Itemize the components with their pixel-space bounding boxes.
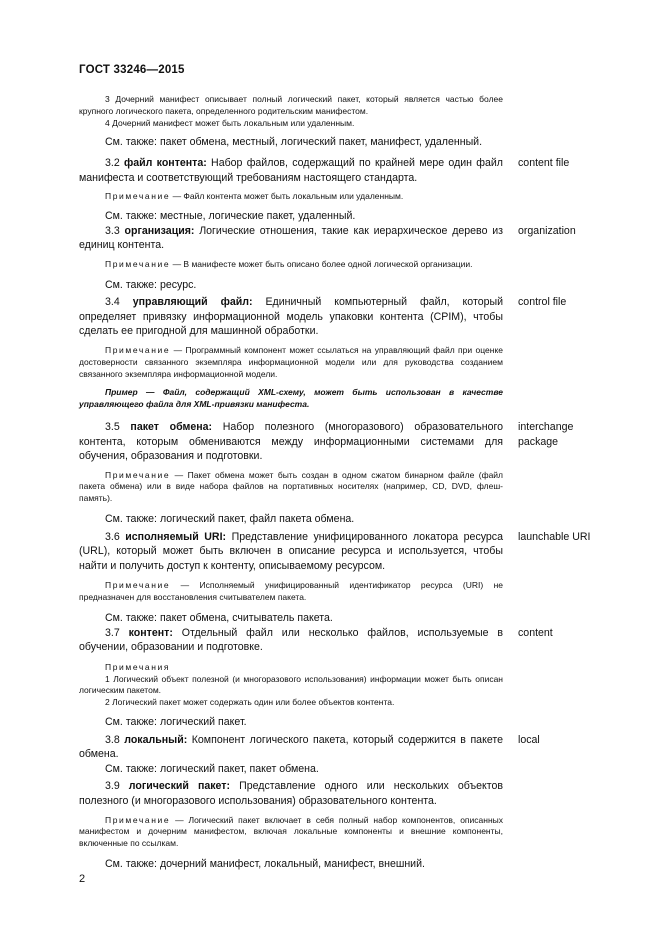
term-entry-3-2: 3.2 файл контента: Набор файлов, содержащий по крайней мере один файл манифеста и соответствующий требованиям настоящего стандарта. content file bbox=[79, 156, 503, 185]
note: Примечание — В манифесте может быть описано более одной логической организации. bbox=[105, 258, 473, 269]
see-also: См. также: логический пакет, пакет обмена. bbox=[105, 762, 319, 775]
english-term: content bbox=[518, 626, 553, 639]
note: Примечание — Файл контента может быть локальным или удаленным. bbox=[105, 191, 404, 202]
note-item: 3 Дочерний манифест описывает полный логический пакет, который является частью более крупного логического пакета, определенного родительским манифестом. bbox=[79, 94, 503, 116]
see-also: См. также: логический пакет. bbox=[105, 716, 247, 729]
note: Примечание — Исполняемый унифицированный идентификатор ресурса (URI) не предназначен для восстановления считывателем пакета. bbox=[79, 580, 503, 603]
term-name: локальный: bbox=[124, 733, 188, 746]
english-term: organization bbox=[518, 224, 576, 237]
page-number: 2 bbox=[79, 873, 86, 885]
term-name: пакет обмена: bbox=[130, 420, 213, 433]
english-term: content file bbox=[518, 156, 570, 169]
see-also: См. также: ресурс. bbox=[105, 278, 197, 291]
see-also: См. также: местные, логические пакет, удаленный. bbox=[105, 209, 356, 222]
term-name: файл контента: bbox=[124, 156, 207, 169]
term-entry-3-8: 3.8 локальный: Компонент логического пакета, который содержится в пакете обмена. local bbox=[79, 733, 503, 762]
term-entry-3-5: 3.5 пакет обмена: Набор полезного (многоразового) образовательного контента, которым обмениваются между информационными системами для обучения, образования и подготовки. interchange package bbox=[79, 420, 503, 464]
see-also: См. также: пакет обмена, местный, логический пакет, манифест, удаленный. bbox=[105, 136, 483, 149]
note: Примечание — Пакет обмена может быть создан в одном сжатом бинарном файле (файл пакета обмена) или в виде набора файлов на портативных носителях (например, CD, DVD, флеш-память). bbox=[79, 469, 503, 504]
document-body bbox=[79, 94, 591, 872]
document-header: ГОСТ 33246—2015 bbox=[79, 64, 185, 76]
note-item: 2 Логический пакет может содержать один или более объектов контента. bbox=[105, 697, 395, 708]
english-term: launchable URI bbox=[518, 530, 591, 543]
english-term: control file bbox=[518, 296, 567, 309]
term-entry-3-4: 3.4 управляющий файл: Единичный компьютерный файл, который определяет привязку информационной модель упаковки контента (CPIM), чтобы сделать ее пригодной для машинной обработки. control file bbox=[79, 295, 503, 339]
see-also: См. также: пакет обмена, считыватель пакета. bbox=[105, 612, 333, 625]
term-name: логический пакет: bbox=[128, 780, 231, 793]
note: Примечание — Программный компонент может ссылаться на управляющий файл при оценке достоверности связанного экземпляра информационной модели или для руководства созданием связанного экземпляра информационной модели. bbox=[79, 344, 503, 379]
notes-heading: Примечания bbox=[105, 661, 171, 672]
note-item: 1 Логический объект полезной (и многоразового использования) информации может быть описан логическим пакетом. bbox=[79, 673, 503, 696]
term-name: исполняемый URI: bbox=[125, 530, 227, 543]
example: Пример — Файл, содержащий XML-схему, может быть использован в качестве управляющего файла для XML-привязки манифеста. bbox=[79, 387, 503, 410]
term-entry-3-6: 3.6 исполняемый URI: Представление унифицированного локатора ресурса (URL), который может быть включен в описание ресурса и используется, чтобы найти и получить доступ к контенту, описываемому ресурсом. launchable URI bbox=[79, 530, 503, 574]
note: Примечание — Логический пакет включает в себя полный набор компонентов, описанных манифестом и дочерним манифестом, включая локальные компоненты и внешние компоненты, включенные по ссылкам. bbox=[79, 814, 503, 849]
english-term: local bbox=[518, 733, 540, 746]
see-also: См. также: дочерний манифест, локальный, манифест, внешний. bbox=[105, 857, 425, 870]
note-item: 4 Дочерний манифест может быть локальным или удаленным. bbox=[105, 117, 355, 128]
term-name: контент: bbox=[128, 626, 173, 639]
term-entry-3-9: 3.9 логический пакет: Представление одного или нескольких объектов полезного (и многоразового использования) образовательного контента. bbox=[79, 780, 503, 807]
term-entry-3-3: 3.3 организация: Логические отношения, такие как иерархическое дерево из единиц контента. organization bbox=[79, 224, 503, 253]
see-also: См. также: логический пакет, файл пакета обмена. bbox=[105, 513, 355, 526]
term-name: управляющий файл: bbox=[132, 296, 253, 309]
english-term: interchange package bbox=[518, 420, 574, 448]
term-entry-3-7: 3.7 контент: Отдельный файл или несколько файлов, используемые в обучении, образовании и подготовке. content bbox=[79, 626, 503, 655]
term-name: организация: bbox=[124, 224, 195, 237]
